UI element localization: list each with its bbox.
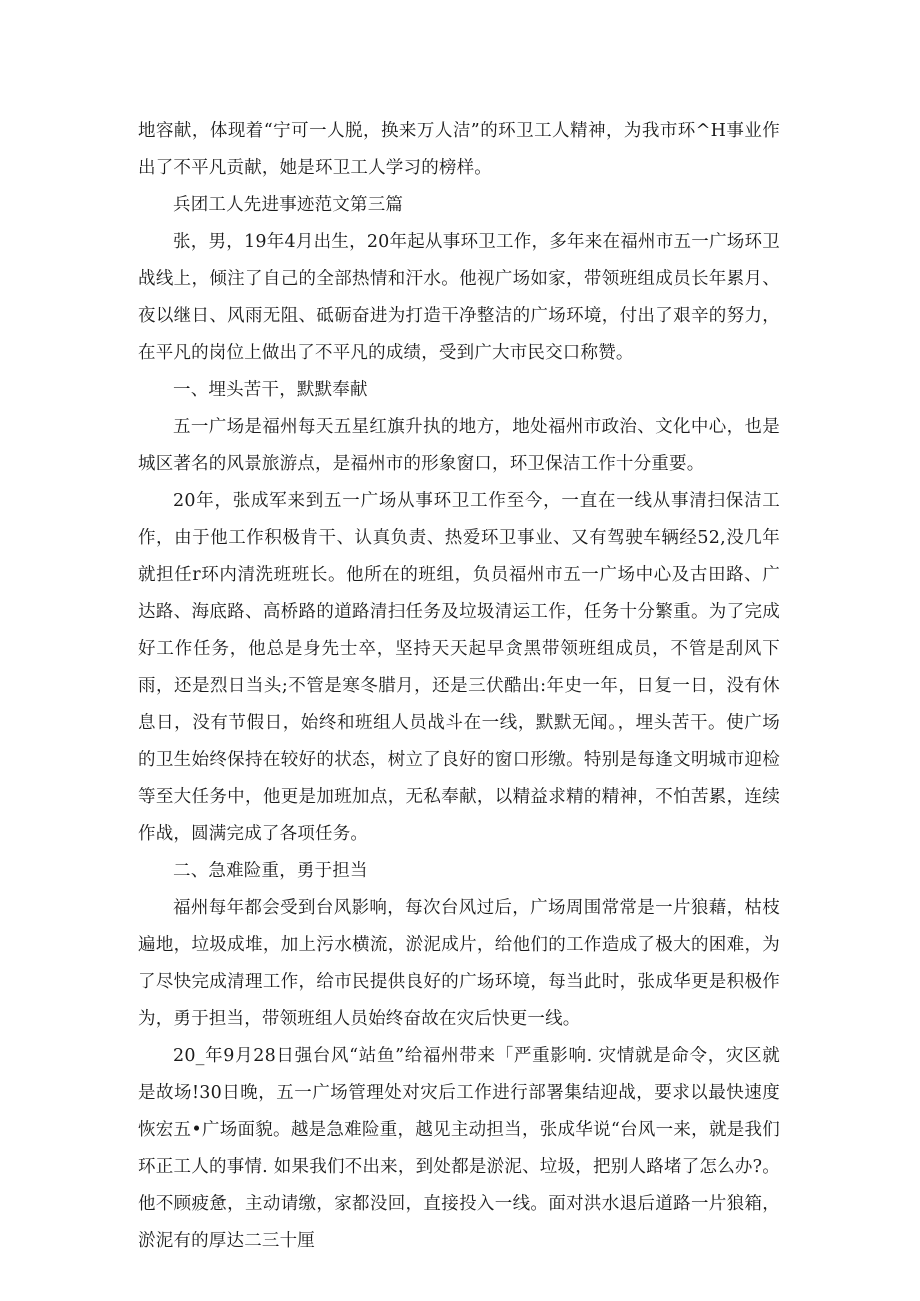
paragraph-intro: 张，男，19年4月出生，20年起从事环卫工作，多年来在福州市五一广场环卫战线上，倾注了自己的全部热情和汗水。他视广场如家，带领班组成员长年累月、夜以继日、风雨无阻、砥砺奋进为打造干净整洁的广场环境，付出了艰辛的努力，在平凡的岗位上做出了不平凡的成绩，受到广大市民交口称赞。 (138, 232, 780, 363)
heading-two: 二、急难险重，勇于担当 (173, 861, 368, 881)
heading-one: 一、埋头苦干，默默奉献 (173, 380, 368, 400)
paragraph-typhoon: 福州每年都会受到台风影响，每次台风过后，广场周围常常是一片狼藉，枯枝遍地，垃圾成堆，加上污水横流，淤泥成片，给他们的工作造成了极大的困难，为了尽快完成清理工作，给市民提供良好的广场环境，每当此时，张成华更是积极作为，勇于担当，带领班组人员始终奋故在灾后快更一线。 (138, 898, 780, 1029)
paragraph-continuation: 地容献，体现着“宁可一人脱，换来万人洁”的环卫工人精神，为我市环^H事业作出了不平凡贡献，她是环卫工人学习的榜样。 (138, 121, 780, 178)
paragraph-square: 五一广场是福州每天五星红旗升执的地方，地处福州市政治、文化中心，也是城区著名的风景旅游点，是福州市的形象窗口，环卫保洁工作十分重要。 (138, 417, 780, 474)
section-title: 兵团工人先进事迹范文第三篇 (173, 195, 404, 215)
document-body (138, 113, 780, 1260)
paragraph-work: 20年，张成军来到五一广场从事环卫工作至今，一直在一线从事清扫保洁工作，由于他工作积极肯干、认真负责、热爱环卫事业、又有驾驶车辆经52,没几年就担任r环内清洗班班长。他所在的班组，负员福州市五一广场中心及古田路、广达路、海底路、高桥路的道路清扫任务及垃圾清运工作，任务十分繁重。为了完成好工作任务，他总是身先士卒，坚持天天起早贪黑带领班组成员，不管是刮风下雨，还是烈日当头;不管是寒冬腊月，还是三伏酷出:年史一年，日复一日，没有休息日，没有节假日，始终和班组人员战斗在一线，默默无闻。，埋头苦干。使广场的卫生始终保持在较好的状态，树立了良好的窗口形缴。特别是每逢文明城市迎检等至大任务中，他更是加班加点，无私奉献，以精益求精的精神，不怕苦累，连续作战，圆满完成了各项任务。 (138, 491, 780, 844)
paragraph-storm: 20_年9月28日强台风“站鱼”给福州带来「严重影响. 灾情就是命令，灾区就是故场!30日晚，五一广场管理处对灾后工作进行部署集结迎战，要求以最快速度恢宏五•广场面貌。越是急难险重，越见主动担当，张成华说“台风一来，就是我们环正工人的事情. 如果我们不出来，到处都是淤泥、垃圾，把别人路堵了怎么办?。他不顾疲惫，主动请缴，家都没回，直接投入一线。面对洪水退后道路一片狼箱，淤泥有的厚达二三十厘 (138, 1046, 780, 1251)
